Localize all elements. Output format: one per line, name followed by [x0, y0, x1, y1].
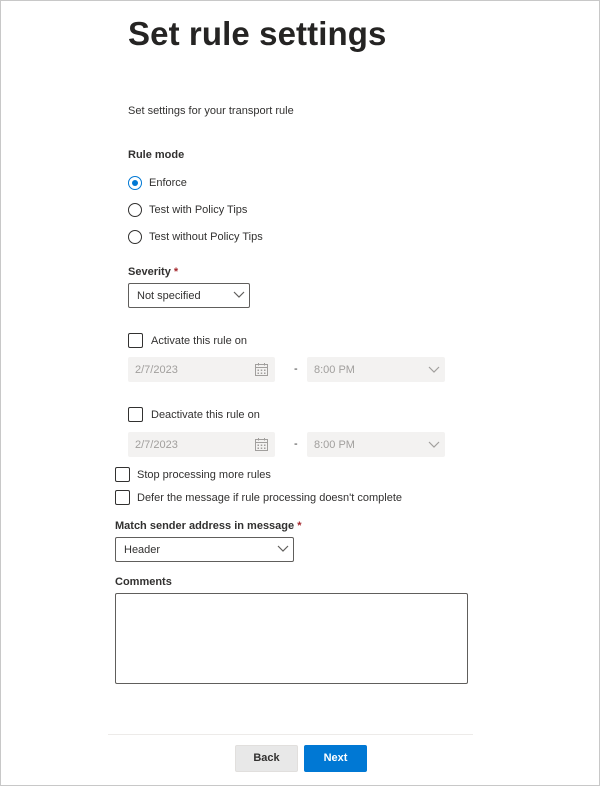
activate-date-picker[interactable] — [128, 357, 275, 382]
activate-date-value: 2/7/2023 — [135, 364, 178, 376]
deactivate-date-picker[interactable] — [128, 432, 275, 457]
deactivate-label: Deactivate this rule on — [151, 409, 260, 421]
match-sender-label — [115, 520, 301, 532]
activate-time-dropdown[interactable] — [307, 357, 445, 382]
stop-processing-checkbox[interactable] — [115, 467, 130, 482]
defer-message-label: Defer the message if rule processing doesn't complete — [137, 492, 403, 504]
radio-test-without-policy-tips[interactable] — [128, 230, 288, 246]
radio-test-with-label: Test with Policy Tips — [149, 204, 248, 216]
severity-label-text: Severity — [128, 266, 171, 278]
page-subtitle: Set settings for your transport rule — [128, 105, 294, 117]
deactivate-time-dropdown[interactable] — [307, 432, 445, 457]
defer-message-checkbox[interactable] — [115, 490, 130, 505]
date-time-separator: - — [294, 363, 298, 375]
radio-button[interactable] — [128, 230, 142, 244]
defer-message-row[interactable] — [115, 490, 415, 506]
chevron-down-icon — [427, 364, 441, 376]
deactivate-checkbox[interactable] — [128, 407, 143, 422]
radio-test-with-policy-tips[interactable] — [128, 203, 278, 219]
chevron-down-icon — [427, 439, 441, 451]
comments-textarea[interactable] — [115, 593, 468, 684]
footer-divider — [108, 734, 473, 735]
comments-label: Comments — [115, 576, 172, 588]
required-mark: * — [173, 266, 179, 278]
stop-processing-label: Stop processing more rules — [137, 469, 271, 481]
severity-value: Not specified — [137, 290, 201, 302]
radio-test-without-label: Test without Policy Tips — [149, 231, 263, 243]
radio-enforce[interactable] — [128, 176, 248, 192]
activate-label: Activate this rule on — [151, 335, 247, 347]
activate-checkbox-row[interactable] — [128, 333, 288, 349]
back-button[interactable]: Back — [235, 745, 298, 772]
next-button[interactable]: Next — [304, 745, 367, 772]
activate-checkbox[interactable] — [128, 333, 143, 348]
match-sender-dropdown[interactable] — [115, 537, 294, 562]
severity-dropdown[interactable] — [128, 283, 250, 308]
deactivate-time-value: 8:00 PM — [314, 439, 355, 451]
deactivate-date-value: 2/7/2023 — [135, 439, 178, 451]
stop-processing-row[interactable] — [115, 467, 315, 483]
deactivate-checkbox-row[interactable] — [128, 407, 298, 423]
activate-time-value: 8:00 PM — [314, 364, 355, 376]
required-mark: * — [297, 520, 302, 532]
date-time-separator: - — [294, 438, 298, 450]
page-title: Set rule settings — [128, 15, 387, 52]
calendar-icon — [255, 363, 268, 376]
chevron-down-icon — [232, 289, 246, 301]
severity-label — [128, 266, 178, 278]
match-sender-label-text: Match sender address in message — [115, 520, 295, 532]
radio-button[interactable] — [128, 203, 142, 217]
match-sender-value: Header — [124, 544, 161, 556]
radio-button-checked[interactable] — [128, 176, 142, 190]
calendar-icon — [255, 438, 268, 451]
chevron-down-icon — [276, 543, 290, 555]
radio-enforce-label: Enforce — [149, 177, 187, 189]
rule-mode-label: Rule mode — [128, 149, 185, 161]
